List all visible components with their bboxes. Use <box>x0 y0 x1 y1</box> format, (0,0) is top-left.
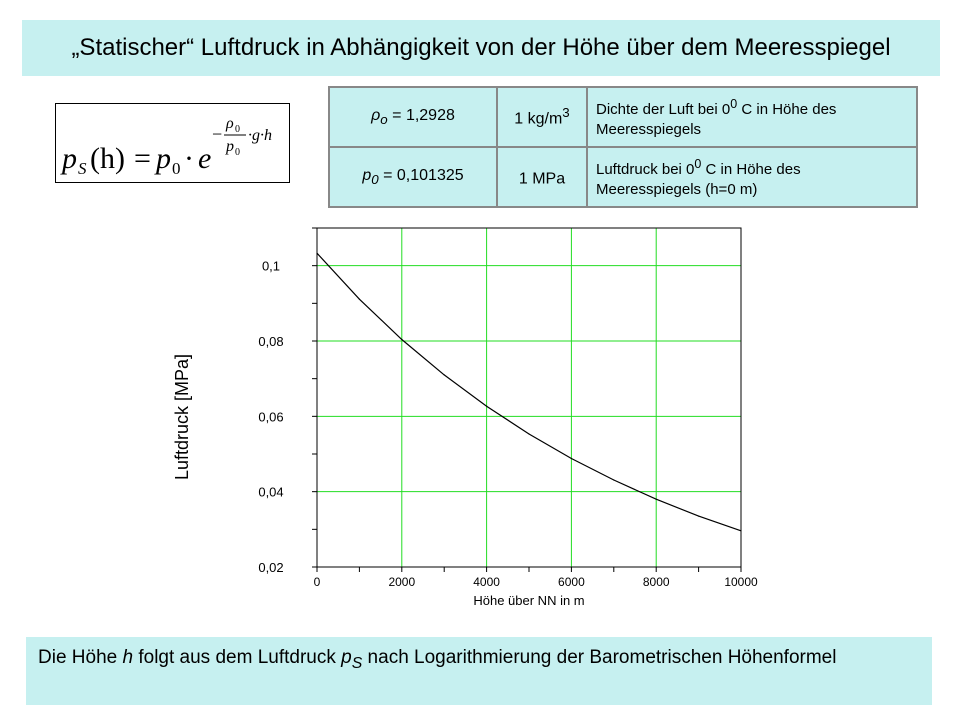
data-point <box>740 530 741 531</box>
formula-exp-gh: ·g·h <box>248 127 272 144</box>
formula-exp-p-sub: 0 <box>235 147 240 158</box>
formula-lhs-sub: S <box>78 159 87 178</box>
y-tick-label: 0,04 <box>258 484 284 500</box>
param-description: Dichte der Luft bei $0^0$ C in Höhe des Meeresspiegels <box>587 87 917 147</box>
x-tick-label: 8000 <box>642 575 670 589</box>
formula-exp-p: p <box>226 138 234 155</box>
param-unit: 1 MPa <box>497 147 587 207</box>
slide-title: „Statischer“ Luftdruck in Abhängigkeit von der Höhe über dem Meeresspiegel <box>22 20 940 76</box>
param-sub: 0 <box>371 172 379 188</box>
data-point <box>486 406 487 407</box>
x-tick-label: 6000 <box>558 575 585 589</box>
formula-lhs-p: p <box>62 142 77 175</box>
param-value: = 1,2928 <box>387 106 455 124</box>
x-axis-label: Höhe über NN in m <box>473 593 585 608</box>
plot-frame <box>317 228 741 567</box>
formula-p0-sub: 0 <box>172 159 181 178</box>
data-point <box>444 374 445 375</box>
x-tick-label: 0 <box>313 575 321 589</box>
y-axis-label: Luftdruck [MPa] <box>172 353 192 481</box>
y-tick-label: 0,02 <box>258 560 284 575</box>
y-tick-label: 0,1 <box>261 258 281 274</box>
data-point <box>316 253 317 254</box>
data-point <box>571 458 572 459</box>
formula-exp-rho: ρ <box>226 115 234 132</box>
pressure-curve <box>317 253 741 531</box>
data-point <box>359 299 360 300</box>
x-tick-label: 2000 <box>388 575 416 589</box>
formula-exp-minus: − <box>212 124 223 144</box>
formula-lhs-arg: (h) <box>90 142 125 175</box>
data-point <box>698 516 699 517</box>
formula-exp-rho-sub: 0 <box>235 124 240 135</box>
data-point <box>528 433 529 434</box>
param-unit: 1 $kg/m^3$ <box>497 87 587 147</box>
param-sub: o <box>380 112 388 128</box>
param-symbol: ρ <box>371 106 381 124</box>
y-tick-label: 0,06 <box>258 409 284 425</box>
bottom-note: Die Höhe h folgt aus dem Luftdruck $p_S$ nach Logarithmierung der Barometrischen Höhenformel <box>26 637 932 705</box>
formula-dot: · <box>184 142 194 175</box>
x-tick-label: 4000 <box>473 575 500 589</box>
formula-equals: = <box>134 142 151 175</box>
y-tick-label: 0,08 <box>258 334 284 349</box>
formula-p0: p <box>156 142 171 175</box>
data-point <box>613 479 614 480</box>
data-point <box>401 339 402 340</box>
param-value: = 0,101325 <box>378 166 464 184</box>
data-point <box>656 499 657 500</box>
x-tick-label: 10000 <box>724 575 758 589</box>
formula-e: e <box>198 142 212 175</box>
param-symbol: p <box>362 166 372 184</box>
param-description: Luftdruck bei $0^0$ C in Höhe des Meeresspiegels (h=0 m) <box>587 147 917 207</box>
